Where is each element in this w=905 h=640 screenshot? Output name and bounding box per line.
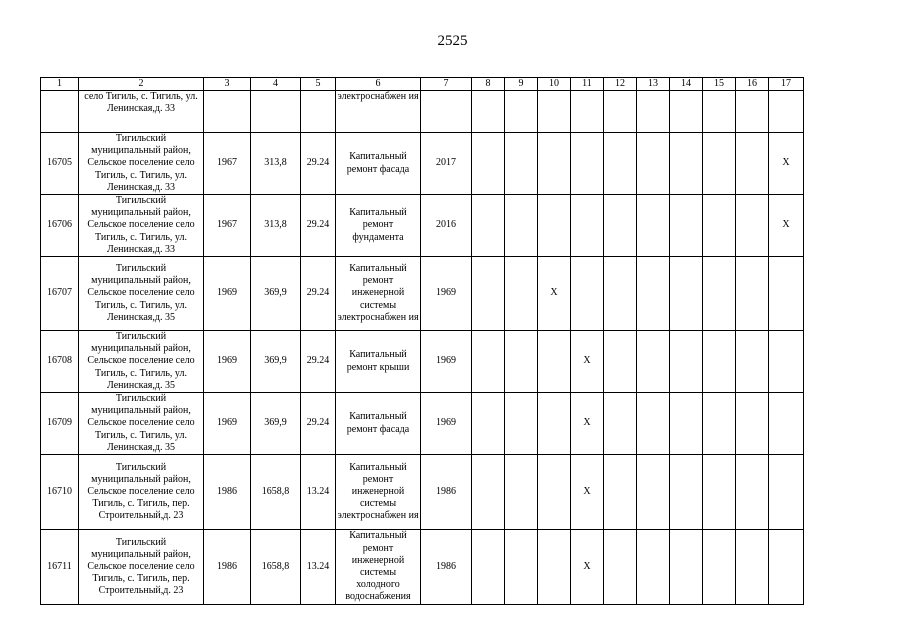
table-cell: X	[571, 455, 604, 530]
table-cell: X	[571, 393, 604, 455]
table-cell	[637, 257, 670, 331]
table-cell: 1969	[204, 331, 251, 393]
table-cell	[604, 195, 637, 257]
table-cell: Капитальный ремонт фундамента	[336, 195, 421, 257]
table-cell	[637, 133, 670, 195]
table-cell	[670, 455, 703, 530]
column-number-cell: 15	[703, 78, 736, 91]
repair-schedule-table	[40, 77, 804, 605]
table-cell	[703, 331, 736, 393]
table-row	[41, 91, 804, 133]
table-cell: 16705	[41, 133, 79, 195]
table-cell	[538, 393, 571, 455]
table-cell	[703, 257, 736, 331]
table-cell	[769, 455, 804, 530]
table-cell: 313,8	[251, 133, 301, 195]
table-cell	[538, 195, 571, 257]
table-cell: 1986	[421, 455, 472, 530]
table-cell	[472, 257, 505, 331]
table-cell: Тигильский муниципальный район, Сельское поселение село Тигиль, с. Тигиль, пер. Строительный,д. 23	[79, 455, 204, 530]
table-cell	[472, 530, 505, 605]
table-cell	[736, 195, 769, 257]
table-cell	[538, 455, 571, 530]
table-cell	[571, 133, 604, 195]
table-cell	[703, 133, 736, 195]
table-cell	[251, 91, 301, 133]
table-cell	[604, 393, 637, 455]
table-cell	[637, 91, 670, 133]
table-cell	[505, 195, 538, 257]
table-cell	[703, 530, 736, 605]
column-number-cell: 7	[421, 78, 472, 91]
column-number-cell: 6	[336, 78, 421, 91]
table-cell	[571, 257, 604, 331]
table-cell	[703, 91, 736, 133]
table-cell: село Тигиль, с. Тигиль, ул. Ленинская,д. 33	[79, 91, 204, 133]
table-cell	[505, 393, 538, 455]
table-cell: 1969	[421, 393, 472, 455]
table-cell: 1658,8	[251, 530, 301, 605]
table-cell	[301, 91, 336, 133]
table-cell: 1986	[421, 530, 472, 605]
page-number: 2525	[437, 33, 468, 49]
table-cell: 29.24	[301, 133, 336, 195]
table-cell	[505, 331, 538, 393]
table-cell	[538, 91, 571, 133]
table-cell	[736, 393, 769, 455]
table-cell	[505, 133, 538, 195]
table-cell	[571, 91, 604, 133]
table-cell: Капитальный ремонт фасада	[336, 133, 421, 195]
table-cell	[41, 91, 79, 133]
column-number-cell: 2	[79, 78, 204, 91]
table-cell: 16708	[41, 331, 79, 393]
table-cell	[637, 331, 670, 393]
table-cell	[736, 91, 769, 133]
table-cell	[670, 91, 703, 133]
table-cell	[736, 530, 769, 605]
column-number-cell: 11	[571, 78, 604, 91]
table-cell: Тигильский муниципальный район, Сельское поселение село Тигиль, с. Тигиль, ул. Ленинская,д. 35	[79, 393, 204, 455]
table-cell	[670, 133, 703, 195]
table-cell: 16706	[41, 195, 79, 257]
table-cell: Тигильский муниципальный район, Сельское поселение село Тигиль, с. Тигиль, ул. Ленинская,д. 35	[79, 257, 204, 331]
table-cell: Тигильский муниципальный район, Сельское поселение село Тигиль, с. Тигиль, ул. Ленинская,д. 35	[79, 331, 204, 393]
table-cell	[604, 331, 637, 393]
table-cell: Тигильский муниципальный район, Сельское поселение село Тигиль, с. Тигиль, пер. Строительный,д. 23	[79, 530, 204, 605]
table-cell	[472, 133, 505, 195]
table-cell	[670, 195, 703, 257]
table-cell: X	[769, 195, 804, 257]
table-cell: X	[571, 530, 604, 605]
table-cell	[472, 195, 505, 257]
table-cell	[571, 195, 604, 257]
table-cell: 369,9	[251, 331, 301, 393]
table-cell	[637, 455, 670, 530]
table-cell: 369,9	[251, 393, 301, 455]
table-cell: 1969	[421, 257, 472, 331]
table-cell: Тигильский муниципальный район, Сельское поселение село Тигиль, с. Тигиль, ул. Ленинская,д. 33	[79, 133, 204, 195]
table-cell: 1658,8	[251, 455, 301, 530]
table-cell	[505, 455, 538, 530]
table-cell	[670, 331, 703, 393]
table-cell: 1969	[204, 257, 251, 331]
table-cell	[637, 530, 670, 605]
table-cell: 29.24	[301, 257, 336, 331]
table-cell: 16707	[41, 257, 79, 331]
column-number-cell: 8	[472, 78, 505, 91]
table-row	[41, 133, 804, 195]
table-cell	[505, 257, 538, 331]
table-cell	[604, 530, 637, 605]
table-cell	[769, 530, 804, 605]
table-cell: 1969	[421, 331, 472, 393]
column-number-cell: 16	[736, 78, 769, 91]
table-cell: X	[769, 133, 804, 195]
column-number-cell: 17	[769, 78, 804, 91]
table-cell	[703, 455, 736, 530]
table-cell	[538, 530, 571, 605]
table-row	[41, 331, 804, 393]
table-cell: 13.24	[301, 530, 336, 605]
table-cell: электроснабжен ия	[336, 91, 421, 133]
table-cell	[604, 133, 637, 195]
column-number-cell: 4	[251, 78, 301, 91]
table-cell	[604, 91, 637, 133]
column-number-cell: 14	[670, 78, 703, 91]
table-cell	[472, 91, 505, 133]
table-cell	[670, 393, 703, 455]
table-cell: 16711	[41, 530, 79, 605]
table-row	[41, 257, 804, 331]
table-cell	[472, 331, 505, 393]
table-row	[41, 393, 804, 455]
table-cell	[703, 393, 736, 455]
column-number-cell: 12	[604, 78, 637, 91]
table-cell: 13.24	[301, 455, 336, 530]
column-number-cell: 10	[538, 78, 571, 91]
table-cell	[505, 530, 538, 605]
table-cell	[472, 455, 505, 530]
table-cell	[736, 133, 769, 195]
column-number-cell: 5	[301, 78, 336, 91]
table-cell: 1986	[204, 455, 251, 530]
table-cell: 29.24	[301, 331, 336, 393]
table-cell: X	[571, 331, 604, 393]
table-cell	[637, 195, 670, 257]
table-cell: 29.24	[301, 393, 336, 455]
table-cell: 1969	[204, 393, 251, 455]
table-cell	[736, 257, 769, 331]
table-row	[41, 195, 804, 257]
table-cell: 1986	[204, 530, 251, 605]
table-cell: Капитальный ремонт инженерной системы электроснабжен ия	[336, 455, 421, 530]
column-number-cell: 1	[41, 78, 79, 91]
table-cell	[736, 331, 769, 393]
table-cell: X	[538, 257, 571, 331]
table-body	[41, 78, 804, 605]
column-number-cell: 13	[637, 78, 670, 91]
table-cell: 2016	[421, 195, 472, 257]
table-row	[41, 455, 804, 530]
table-cell	[769, 331, 804, 393]
table-cell: 369,9	[251, 257, 301, 331]
table-cell: 16710	[41, 455, 79, 530]
table-cell	[637, 393, 670, 455]
table-cell: 1967	[204, 195, 251, 257]
table-cell: Тигильский муниципальный район, Сельское поселение село Тигиль, с. Тигиль, ул. Ленинская,д. 33	[79, 195, 204, 257]
table-cell	[505, 91, 538, 133]
table-cell	[421, 91, 472, 133]
table-cell: Капитальный ремонт крыши	[336, 331, 421, 393]
table-cell	[769, 393, 804, 455]
table-cell	[670, 530, 703, 605]
table-cell	[769, 257, 804, 331]
table-cell	[769, 91, 804, 133]
table-cell	[604, 257, 637, 331]
table-row	[41, 530, 804, 605]
table-cell: Капитальный ремонт фасада	[336, 393, 421, 455]
table-cell	[204, 91, 251, 133]
table-cell: Капитальный ремонт инженерной системы холодного водоснабжения	[336, 530, 421, 605]
table-cell	[736, 455, 769, 530]
table-cell: Капитальный ремонт инженерной системы электроснабжен ия	[336, 257, 421, 331]
table-cell: 29.24	[301, 195, 336, 257]
table-cell: 1967	[204, 133, 251, 195]
column-number-cell: 9	[505, 78, 538, 91]
table-cell	[670, 257, 703, 331]
table-cell	[472, 393, 505, 455]
table-cell	[538, 331, 571, 393]
column-number-cell: 3	[204, 78, 251, 91]
table-cell: 2017	[421, 133, 472, 195]
table-cell	[604, 455, 637, 530]
table-cell: 16709	[41, 393, 79, 455]
table-cell	[703, 195, 736, 257]
table-cell: 313,8	[251, 195, 301, 257]
table-cell	[538, 133, 571, 195]
column-number-row	[41, 78, 804, 91]
